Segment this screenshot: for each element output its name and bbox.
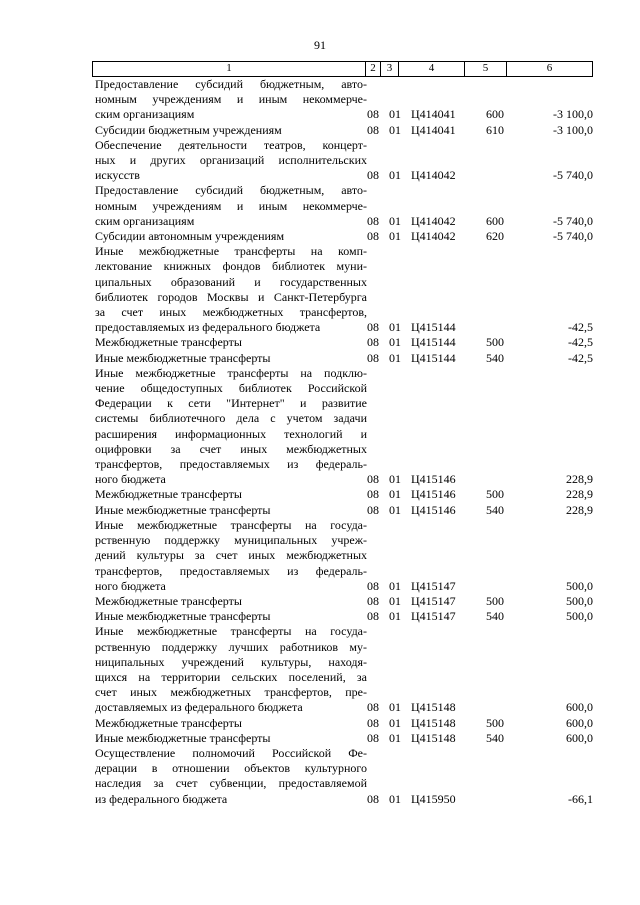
description-line: Иные межбюджетные трансферты (95, 609, 271, 624)
header-col-3: 3 (380, 62, 398, 76)
row-description (92, 624, 367, 715)
description-line: щихся на территории сельских поселений, за (95, 669, 367, 684)
row-description (92, 731, 367, 746)
table-row (92, 335, 593, 350)
table-row (92, 503, 593, 518)
description-line: Иные межбюджетные трансферты на госуда- (95, 624, 367, 639)
target-article-code: Ц414041 (411, 122, 456, 137)
section-code: 08 (367, 715, 379, 730)
header-col-4: 4 (398, 62, 464, 76)
table-header (92, 61, 593, 77)
section-code: 08 (367, 350, 379, 365)
section-code: 08 (367, 791, 379, 806)
amount: 600,0 (566, 730, 593, 745)
description-line: Иные межбюджетные трансферты (95, 502, 271, 517)
target-article-code: Ц414042 (411, 213, 456, 228)
section-code: 08 (367, 578, 379, 593)
description-line: Межбюджетные трансферты (95, 593, 242, 608)
amount: 228,9 (566, 472, 593, 487)
description-line: ного бюджета (95, 578, 166, 593)
description-line: ципальных образований и государственных (95, 274, 367, 289)
row-description (92, 366, 367, 488)
section-code: 08 (367, 609, 379, 624)
amount: 500,0 (566, 578, 593, 593)
target-article-code: Ц415144 (411, 335, 456, 350)
row-description (92, 123, 367, 138)
table-row (92, 351, 593, 366)
description-line: ниципальных учреждений культуры, находя- (95, 654, 367, 669)
subsection-code: 01 (389, 730, 401, 745)
page-number: 91 (314, 38, 326, 52)
expense-type-code: 540 (486, 502, 504, 517)
description-line: Иные межбюджетные трансферты на госуда- (95, 517, 367, 532)
expense-type-code: 540 (486, 609, 504, 624)
description-line: номным учреждениям и иным некоммерче- (95, 92, 367, 107)
description-line: наследия за счет субвенции, предоставляемой (95, 776, 367, 791)
description-line: дерации в отношении объектов культурного (95, 761, 367, 776)
amount: 500,0 (566, 593, 593, 608)
description-line: за счет иных межбюджетных трансфертов, (95, 305, 367, 320)
table-row (92, 624, 593, 715)
amount: 600,0 (566, 700, 593, 715)
subsection-code: 01 (389, 487, 401, 502)
section-code: 08 (367, 487, 379, 502)
table-row (92, 229, 593, 244)
description-line: лектование книжных фондов библиотек муни- (95, 259, 367, 274)
expense-type-code: 500 (486, 715, 504, 730)
amount: -42,5 (568, 335, 593, 350)
subsection-code: 01 (389, 168, 401, 183)
expense-type-code: 500 (486, 335, 504, 350)
header-col-6: 6 (506, 62, 592, 76)
row-description (92, 716, 367, 731)
subsection-code: 01 (389, 609, 401, 624)
subsection-code: 01 (389, 335, 401, 350)
table-row (92, 594, 593, 609)
section-code: 08 (367, 229, 379, 244)
description-line: Предоставление субсидий бюджетным, авто- (95, 183, 367, 198)
row-description (92, 351, 367, 366)
section-code: 08 (367, 335, 379, 350)
description-line: системы библиотечного дела с учетом задачи (95, 411, 367, 426)
row-description (92, 746, 367, 807)
subsection-code: 01 (389, 593, 401, 608)
table-row (92, 487, 593, 502)
target-article-code: Ц415950 (411, 791, 456, 806)
description-line: расширения информационных технологий и (95, 426, 367, 441)
subsection-code: 01 (389, 320, 401, 335)
expense-type-code: 600 (486, 213, 504, 228)
amount: -3 100,0 (553, 107, 593, 122)
amount: -66,1 (568, 791, 593, 806)
row-description (92, 335, 367, 350)
description-line: Субсидии автономным учреждениям (95, 229, 285, 244)
section-code: 08 (367, 730, 379, 745)
row-description (92, 594, 367, 609)
table-row (92, 123, 593, 138)
expense-type-code: 500 (486, 487, 504, 502)
target-article-code: Ц415146 (411, 487, 456, 502)
row-description (92, 183, 367, 229)
target-article-code: Ц415147 (411, 609, 456, 624)
amount: 228,9 (566, 487, 593, 502)
description-line: ных и других организаций исполнительских (95, 153, 367, 168)
amount: -42,5 (568, 350, 593, 365)
description-line: Иные межбюджетные трансферты (95, 730, 271, 745)
amount: 228,9 (566, 502, 593, 517)
target-article-code: Ц414042 (411, 168, 456, 183)
row-description (92, 229, 367, 244)
section-code: 08 (367, 122, 379, 137)
description-line: Иные межбюджетные трансферты на подклю- (95, 365, 367, 380)
description-line: ским организациям (95, 213, 195, 228)
description-line: дений культуры за счет иных межбюджетных (95, 548, 367, 563)
row-description (92, 487, 367, 502)
row-description (92, 518, 367, 594)
description-line: Осуществление полномочий Российской Фе- (95, 745, 367, 760)
target-article-code: Ц415148 (411, 730, 456, 745)
section-code: 08 (367, 700, 379, 715)
header-col-2: 2 (365, 62, 380, 76)
target-article-code: Ц415146 (411, 472, 456, 487)
budget-table (92, 61, 593, 807)
subsection-code: 01 (389, 107, 401, 122)
description-line: чение общедоступных библиотек Российской (95, 381, 367, 396)
amount: -5 740,0 (553, 168, 593, 183)
target-article-code: Ц415146 (411, 502, 456, 517)
section-code: 08 (367, 502, 379, 517)
row-description (92, 244, 367, 335)
subsection-code: 01 (389, 213, 401, 228)
description-line: доставляемых из федерального бюджета (95, 700, 303, 715)
row-description (92, 609, 367, 624)
target-article-code: Ц414042 (411, 229, 456, 244)
description-line: Предоставление субсидий бюджетным, авто- (95, 77, 367, 91)
section-code: 08 (367, 320, 379, 335)
row-description (92, 77, 367, 123)
description-line: Иные межбюджетные трансферты (95, 350, 271, 365)
subsection-code: 01 (389, 502, 401, 517)
description-line: ским организациям (95, 107, 195, 122)
expense-type-code: 500 (486, 593, 504, 608)
expense-type-code: 600 (486, 107, 504, 122)
table-row (92, 518, 593, 594)
table-row (92, 746, 593, 807)
description-line: трансфертов, предоставляемых из федераль- (95, 457, 367, 472)
amount: -5 740,0 (553, 229, 593, 244)
target-article-code: Ц415144 (411, 350, 456, 365)
description-line: рственную поддержку лучших работников му- (95, 639, 367, 654)
description-line: номным учреждениям и иным некоммерче- (95, 198, 367, 213)
description-line: Обеспечение деятельности театров, концерт- (95, 137, 367, 152)
table-row (92, 731, 593, 746)
table-row (92, 183, 593, 229)
row-description (92, 503, 367, 518)
description-line: оцифровки за счет иных межбюджетных (95, 441, 367, 456)
amount: -42,5 (568, 320, 593, 335)
amount: 600,0 (566, 715, 593, 730)
expense-type-code: 540 (486, 350, 504, 365)
description-line: Межбюджетные трансферты (95, 335, 242, 350)
target-article-code: Ц415148 (411, 715, 456, 730)
amount: -5 740,0 (553, 213, 593, 228)
amount: -3 100,0 (553, 122, 593, 137)
description-line: ного бюджета (95, 472, 166, 487)
section-code: 08 (367, 593, 379, 608)
description-line: Субсидии бюджетным учреждениям (95, 122, 282, 137)
table-row (92, 609, 593, 624)
row-description (92, 138, 367, 184)
description-line: предоставляемых из федерального бюджета (95, 320, 321, 335)
subsection-code: 01 (389, 700, 401, 715)
expense-type-code: 540 (486, 730, 504, 745)
table-row (92, 716, 593, 731)
description-line: библиотек городов Москвы и Санкт-Петербурга (95, 289, 367, 304)
description-line: трансфертов, предоставляемых из федераль- (95, 563, 367, 578)
description-line: счет иных межбюджетных трансфертов, пре- (95, 685, 367, 700)
target-article-code: Ц415144 (411, 320, 456, 335)
description-line: из федерального бюджета (95, 791, 228, 806)
target-article-code: Ц415148 (411, 700, 456, 715)
header-col-1: 1 (226, 62, 232, 74)
subsection-code: 01 (389, 229, 401, 244)
target-article-code: Ц415147 (411, 578, 456, 593)
section-code: 08 (367, 107, 379, 122)
description-line: искусств (95, 168, 140, 183)
subsection-code: 01 (389, 350, 401, 365)
description-line: Иные межбюджетные трансферты на комп- (95, 244, 367, 259)
header-col-5: 5 (464, 62, 506, 76)
description-line: Федерации к сети "Интернет" и развитие (95, 396, 367, 411)
table-row (92, 244, 593, 335)
table-row (92, 138, 593, 184)
description-line: Межбюджетные трансферты (95, 487, 242, 502)
subsection-code: 01 (389, 122, 401, 137)
target-article-code: Ц414041 (411, 107, 456, 122)
amount: 500,0 (566, 609, 593, 624)
table-body (92, 77, 593, 807)
table-row (92, 77, 593, 123)
subsection-code: 01 (389, 472, 401, 487)
subsection-code: 01 (389, 578, 401, 593)
section-code: 08 (367, 168, 379, 183)
subsection-code: 01 (389, 791, 401, 806)
subsection-code: 01 (389, 715, 401, 730)
description-line: Межбюджетные трансферты (95, 715, 242, 730)
expense-type-code: 610 (486, 122, 504, 137)
table-row (92, 366, 593, 488)
section-code: 08 (367, 472, 379, 487)
expense-type-code: 620 (486, 229, 504, 244)
description-line: рственную поддержку муниципальных учреж- (95, 533, 367, 548)
target-article-code: Ц415147 (411, 593, 456, 608)
section-code: 08 (367, 213, 379, 228)
